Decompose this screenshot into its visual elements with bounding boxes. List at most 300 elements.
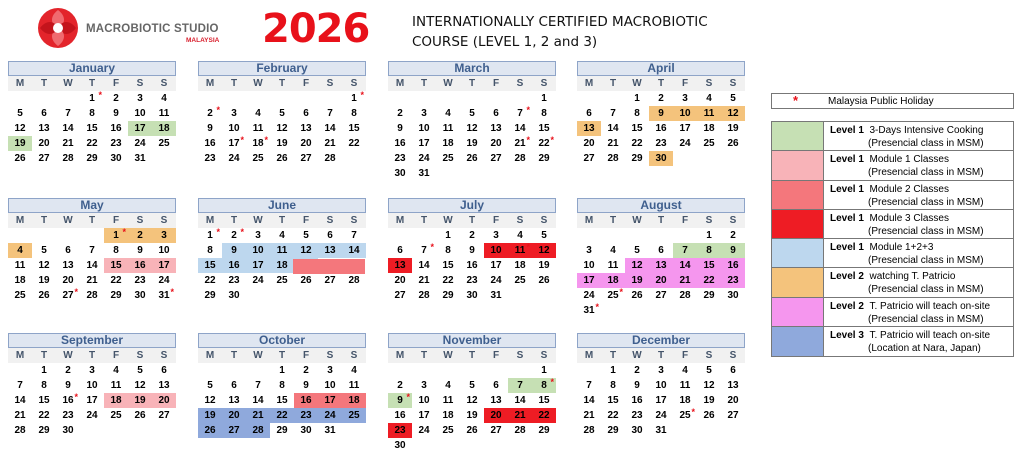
day-number: 14 — [418, 260, 430, 271]
day-number: 10 — [324, 380, 336, 391]
legend-row — [772, 298, 1013, 327]
day-number: 21 — [86, 275, 98, 286]
day-number: 23 — [300, 410, 312, 421]
day-cell — [673, 136, 697, 151]
day-number: 19 — [466, 138, 478, 149]
day-cell — [625, 151, 649, 166]
day-number: 10 — [418, 395, 430, 406]
weekday-label: F — [492, 350, 500, 361]
day-cell — [8, 258, 32, 273]
day-cell — [104, 91, 128, 106]
day-cell — [294, 273, 318, 288]
day-number: 13 — [38, 123, 50, 134]
legend-row — [772, 327, 1013, 356]
weekday-label: T — [609, 215, 617, 226]
day-cell — [80, 106, 104, 121]
day-cell — [198, 408, 222, 423]
day-cell — [436, 393, 460, 408]
day-cell — [318, 121, 342, 136]
day-number: 25 — [252, 153, 264, 164]
day-cell — [673, 91, 697, 106]
day-number: 14 — [348, 245, 360, 256]
month-name: February — [198, 61, 366, 76]
legend-text — [830, 241, 984, 267]
empty-day — [56, 228, 80, 243]
day-cell — [104, 363, 128, 378]
day-number: 26 — [14, 153, 26, 164]
empty-day — [294, 91, 318, 106]
year-title: 2026 — [262, 6, 370, 52]
empty-day — [8, 91, 32, 106]
day-number: 19 — [14, 138, 26, 149]
weekday-label: S — [350, 350, 358, 361]
weekday-header — [577, 76, 745, 91]
day-number: 23 — [204, 153, 216, 164]
empty-day — [8, 363, 32, 378]
day-number: 16 — [631, 395, 643, 406]
day-cell — [532, 136, 556, 151]
day-number: 8 — [351, 108, 357, 119]
legend-line1 — [830, 212, 984, 225]
day-number: 6 — [231, 380, 237, 391]
day-number: 14 — [679, 260, 691, 271]
day-number: 9 — [303, 380, 309, 391]
day-number: 12 — [300, 245, 312, 256]
legend-title: Module 1 Classes — [869, 154, 949, 166]
day-cell — [198, 136, 222, 151]
month-august — [577, 198, 745, 318]
day-number: 31 — [583, 305, 595, 316]
day-cell — [270, 258, 294, 273]
legend-note: (Presencial class in MSM) — [868, 225, 984, 237]
day-number: 16 — [204, 138, 216, 149]
day-cell — [460, 423, 484, 438]
day-cell — [246, 273, 270, 288]
day-number: 17 — [418, 138, 430, 149]
empty-day — [484, 363, 508, 378]
day-number: 10 — [679, 108, 691, 119]
day-cell — [697, 121, 721, 136]
day-cell — [412, 243, 436, 258]
day-cell — [80, 151, 104, 166]
legend-note: (Presencial class in MSM) — [868, 138, 984, 149]
day-number: 26 — [538, 275, 550, 286]
day-number: 30 — [228, 290, 240, 301]
day-number: 26 — [631, 290, 643, 301]
day-number: 18 — [252, 138, 264, 149]
day-cell — [412, 288, 436, 303]
day-number: 22 — [631, 138, 643, 149]
day-cell — [128, 408, 152, 423]
day-cell — [508, 258, 532, 273]
weekday-label: S — [326, 350, 334, 361]
day-cell — [673, 273, 697, 288]
month-name: August — [577, 198, 745, 213]
month-november — [388, 333, 556, 453]
day-number: 7 — [421, 245, 427, 256]
day-cell — [246, 136, 270, 151]
empty-day — [436, 91, 460, 106]
day-cell — [484, 136, 508, 151]
day-number: 10 — [655, 380, 667, 391]
day-cell — [649, 273, 673, 288]
day-cell — [484, 243, 508, 258]
holiday-star-icon: * — [98, 90, 102, 100]
day-number: 17 — [655, 395, 667, 406]
legend-text — [830, 329, 990, 355]
day-cell — [294, 408, 318, 423]
day-number: 28 — [86, 290, 98, 301]
day-cell — [508, 151, 532, 166]
day-cell — [625, 258, 649, 273]
day-number: 16 — [394, 138, 406, 149]
day-cell — [721, 273, 745, 288]
day-cell — [388, 423, 412, 438]
day-number: 8 — [41, 380, 47, 391]
day-number: 27 — [62, 290, 74, 301]
day-cell — [152, 91, 176, 106]
day-number: 29 — [204, 290, 216, 301]
day-cell — [649, 363, 673, 378]
holiday-star-icon: * — [595, 302, 599, 312]
day-number: 21 — [324, 138, 336, 149]
day-number: 2 — [634, 365, 640, 376]
day-number: 3 — [421, 380, 427, 391]
day-cell — [270, 378, 294, 393]
day-number: 21 — [418, 275, 430, 286]
empty-day — [222, 91, 246, 106]
day-number: 8 — [89, 108, 95, 119]
day-number: 21 — [514, 410, 526, 421]
month-january — [8, 61, 176, 166]
day-number: 2 — [397, 380, 403, 391]
day-number: 16 — [394, 410, 406, 421]
day-cell — [388, 121, 412, 136]
legend-title: 3-Days Intensive Cooking — [869, 125, 984, 136]
day-cell — [721, 91, 745, 106]
day-number: 17 — [158, 260, 170, 271]
day-cell — [222, 378, 246, 393]
weekday-label: M — [395, 215, 405, 226]
empty-day — [32, 91, 56, 106]
day-cell — [388, 288, 412, 303]
day-cell — [625, 91, 649, 106]
day-cell — [104, 151, 128, 166]
day-cell — [152, 378, 176, 393]
day-cell — [436, 243, 460, 258]
legend-note: (Presencial class in MSM) — [868, 167, 984, 179]
day-cell — [318, 273, 342, 288]
day-cell — [32, 423, 56, 438]
day-number: 14 — [514, 123, 526, 134]
day-cell — [152, 393, 176, 408]
day-number: 8 — [541, 108, 547, 119]
day-cell — [577, 151, 601, 166]
day-number: 7 — [682, 245, 688, 256]
day-number: 22 — [703, 275, 715, 286]
day-cell — [152, 243, 176, 258]
day-cell — [32, 363, 56, 378]
day-cell — [8, 106, 32, 121]
day-number: 6 — [65, 245, 71, 256]
day-cell — [342, 393, 366, 408]
day-cell — [721, 258, 745, 273]
day-number: 16 — [727, 260, 739, 271]
day-cell — [198, 243, 222, 258]
day-number: 1 — [89, 93, 95, 104]
weekday-label: S — [540, 215, 548, 226]
day-number: 11 — [276, 245, 288, 256]
day-number: 28 — [62, 153, 74, 164]
day-number: 7 — [17, 380, 23, 391]
day-cell — [80, 393, 104, 408]
day-cell — [80, 378, 104, 393]
weekday-label: S — [729, 215, 737, 226]
day-cell — [128, 393, 152, 408]
day-number: 8 — [706, 245, 712, 256]
day-cell — [721, 393, 745, 408]
day-cell — [104, 121, 128, 136]
day-number: 6 — [327, 230, 333, 241]
day-cell — [32, 136, 56, 151]
weekday-label: F — [302, 350, 310, 361]
weekday-label: F — [112, 78, 120, 89]
day-cell — [577, 243, 601, 258]
day-cell — [128, 288, 152, 303]
day-number: 22 — [607, 410, 619, 421]
weekday-label: S — [326, 215, 334, 226]
day-number: 21 — [583, 410, 595, 421]
day-number: 15 — [703, 260, 715, 271]
day-number: 18 — [703, 123, 715, 134]
day-cell — [649, 288, 673, 303]
day-cell — [342, 273, 366, 288]
day-cell — [294, 136, 318, 151]
day-number: 4 — [113, 365, 119, 376]
day-number: 3 — [327, 365, 333, 376]
day-cell — [484, 378, 508, 393]
day-cell — [294, 423, 318, 438]
day-cell — [601, 121, 625, 136]
day-number: 25 — [276, 275, 288, 286]
day-number: 2 — [469, 230, 475, 241]
day-number: 22 — [276, 410, 288, 421]
day-number: 13 — [62, 260, 74, 271]
day-number: 1 — [610, 365, 616, 376]
holiday-star-icon: * — [216, 105, 220, 115]
day-cell — [198, 151, 222, 166]
legend-swatch — [772, 327, 824, 356]
day-number: 1 — [445, 230, 451, 241]
day-cell — [697, 136, 721, 151]
weekday-label: T — [278, 350, 286, 361]
legend-level: Level 3 — [830, 330, 864, 342]
day-cell — [721, 106, 745, 121]
holiday-star-icon: * — [216, 227, 220, 237]
day-cell — [342, 106, 366, 121]
day-number: 2 — [137, 230, 143, 241]
day-number: 11 — [607, 260, 619, 271]
day-cell — [649, 243, 673, 258]
empty-day — [649, 228, 673, 243]
day-cell — [56, 136, 80, 151]
day-cell — [412, 273, 436, 288]
day-number: 6 — [493, 380, 499, 391]
day-cell — [32, 273, 56, 288]
day-cell — [625, 273, 649, 288]
weekday-label: S — [350, 78, 358, 89]
day-cell — [601, 258, 625, 273]
weekday-label: M — [205, 78, 215, 89]
day-number: 23 — [727, 275, 739, 286]
day-cell — [484, 288, 508, 303]
empty-day — [32, 228, 56, 243]
course-title — [412, 12, 708, 52]
day-cell — [294, 106, 318, 121]
logo-name: MACROBIOTIC STUDIO — [86, 23, 219, 35]
day-cell — [601, 423, 625, 438]
day-number: 14 — [252, 395, 264, 406]
day-cell — [152, 408, 176, 423]
day-number: 18 — [110, 395, 122, 406]
day-number: 1 — [541, 93, 547, 104]
day-cell — [601, 136, 625, 151]
day-number: 10 — [228, 123, 240, 134]
day-cell — [721, 288, 745, 303]
day-cell — [104, 258, 128, 273]
day-number: 15 — [631, 123, 643, 134]
day-cell — [532, 228, 556, 243]
day-number: 14 — [607, 123, 619, 134]
day-number: 4 — [706, 93, 712, 104]
day-cell — [80, 91, 104, 106]
day-number: 15 — [607, 395, 619, 406]
day-number: 15 — [538, 123, 550, 134]
weekday-label: W — [443, 78, 453, 89]
day-number: 24 — [252, 275, 264, 286]
legend-line1 — [830, 124, 984, 137]
day-number: 20 — [228, 410, 240, 421]
legend-swatch — [772, 122, 824, 150]
day-cell — [294, 393, 318, 408]
empty-day — [388, 91, 412, 106]
empty-day — [577, 91, 601, 106]
weekday-label: T — [40, 215, 48, 226]
day-number: 13 — [727, 380, 739, 391]
day-cell — [508, 423, 532, 438]
day-cell — [56, 408, 80, 423]
day-cell — [388, 408, 412, 423]
day-number: 16 — [300, 395, 312, 406]
weekday-label: W — [632, 78, 642, 89]
empty-day — [625, 228, 649, 243]
day-number: 11 — [14, 260, 26, 271]
day-number: 13 — [394, 260, 406, 271]
day-number: 5 — [730, 93, 736, 104]
day-number: 8 — [279, 380, 285, 391]
day-cell — [32, 393, 56, 408]
day-cell — [412, 408, 436, 423]
legend-note: (Presencial class in MSM) — [868, 255, 984, 267]
day-cell — [318, 106, 342, 121]
day-number: 2 — [658, 93, 664, 104]
weekday-label: T — [230, 78, 238, 89]
month-name: December — [577, 333, 745, 348]
weekday-header — [198, 76, 366, 91]
day-number: 4 — [445, 380, 451, 391]
day-number: 10 — [418, 123, 430, 134]
day-cell — [649, 151, 673, 166]
day-number: 5 — [541, 230, 547, 241]
day-cell — [460, 136, 484, 151]
day-cell — [270, 363, 294, 378]
weekday-label: S — [326, 78, 334, 89]
day-cell — [460, 121, 484, 136]
course-title-line1: INTERNATIONALLY CERTIFIED MACROBIOTIC — [412, 14, 708, 30]
day-cell — [198, 106, 222, 121]
weekday-label: S — [516, 350, 524, 361]
day-cell — [246, 228, 270, 243]
day-number: 19 — [703, 395, 715, 406]
day-number: 30 — [631, 425, 643, 436]
day-cell — [625, 136, 649, 151]
day-cell — [484, 423, 508, 438]
day-number: 6 — [303, 108, 309, 119]
weekday-label: S — [160, 78, 168, 89]
day-cell — [721, 408, 745, 423]
day-number: 26 — [134, 410, 146, 421]
day-number: 30 — [466, 290, 478, 301]
day-cell — [388, 243, 412, 258]
day-number: 22 — [204, 275, 216, 286]
day-cell — [625, 423, 649, 438]
day-number: 26 — [276, 153, 288, 164]
day-number: 9 — [658, 108, 664, 119]
day-number: 15 — [276, 395, 288, 406]
day-cell — [198, 228, 222, 243]
day-number: 14 — [583, 395, 595, 406]
day-cell — [532, 106, 556, 121]
day-cell — [625, 121, 649, 136]
weekday-label: W — [253, 78, 263, 89]
day-number: 27 — [324, 275, 336, 286]
weekday-label: F — [681, 350, 689, 361]
day-cell — [625, 408, 649, 423]
day-grid — [577, 91, 745, 166]
day-number: 19 — [276, 138, 288, 149]
legend-text — [830, 270, 984, 296]
day-cell — [601, 243, 625, 258]
day-cell — [577, 273, 601, 288]
day-number: 13 — [490, 123, 502, 134]
day-number: 8 — [541, 380, 547, 391]
legend-title: watching T. Patricio — [869, 271, 956, 283]
day-number: 15 — [204, 260, 216, 271]
legend-swatch — [772, 239, 824, 267]
day-number: 28 — [514, 425, 526, 436]
day-cell — [532, 393, 556, 408]
day-grid — [198, 91, 366, 166]
day-number: 22 — [38, 410, 50, 421]
empty-day — [80, 228, 104, 243]
month-may — [8, 198, 176, 303]
day-number: 14 — [514, 395, 526, 406]
day-cell — [198, 258, 222, 273]
day-cell — [56, 121, 80, 136]
day-cell — [697, 378, 721, 393]
day-cell — [532, 408, 556, 423]
empty-day — [246, 91, 270, 106]
